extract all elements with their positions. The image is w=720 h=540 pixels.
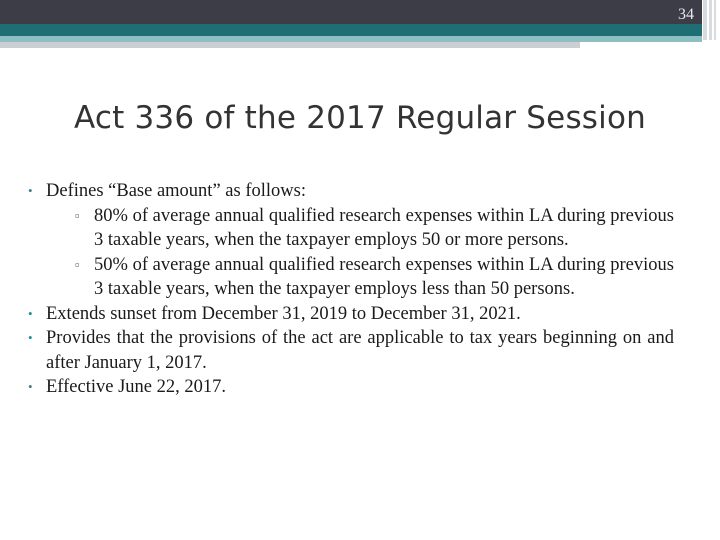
bullet-dot-icon: • xyxy=(28,183,33,198)
slide-number: 34 xyxy=(678,6,694,23)
bullet-text: Provides that the provisions of the act are applicable to tax years beginning on and after January 1, 2017. xyxy=(46,328,674,373)
bullet-dot-icon: • xyxy=(28,379,33,394)
square-bullet-icon: ▫ xyxy=(75,207,80,223)
accent-bar xyxy=(0,24,702,36)
sub-bullet-item xyxy=(28,253,674,302)
decor-strip xyxy=(709,0,712,40)
bullet-item xyxy=(28,326,674,375)
sub-bullet-text: 80% of average annual qualified research expenses within LA during previous 3 taxable years, when the taxpayer employs 50 or more persons. xyxy=(94,205,674,250)
bullet-text: Defines “Base amount” as follows: xyxy=(46,181,306,201)
sub-bullet-text: 50% of average annual qualified research expenses within LA during previous 3 taxable years, when the taxpayer employs less than 50 persons. xyxy=(94,254,674,299)
bullet-list xyxy=(28,179,674,400)
bullet-text: Effective June 22, 2017. xyxy=(46,377,226,397)
bullet-item xyxy=(28,375,674,400)
square-bullet-icon: ▫ xyxy=(75,256,80,272)
decor-strip xyxy=(703,0,707,40)
bullet-item xyxy=(28,179,674,204)
slide-title: Act 336 of the 2017 Regular Session xyxy=(74,100,646,136)
bullet-text: Extends sunset from December 31, 2019 to December 31, 2021. xyxy=(46,303,521,324)
bullet-item xyxy=(28,302,674,327)
bullet-dot-icon: • xyxy=(28,330,33,345)
decor-strip xyxy=(714,0,716,40)
bullet-dot-icon: • xyxy=(28,305,33,321)
sub-bullet-item xyxy=(28,204,674,253)
divider-line xyxy=(0,42,580,48)
